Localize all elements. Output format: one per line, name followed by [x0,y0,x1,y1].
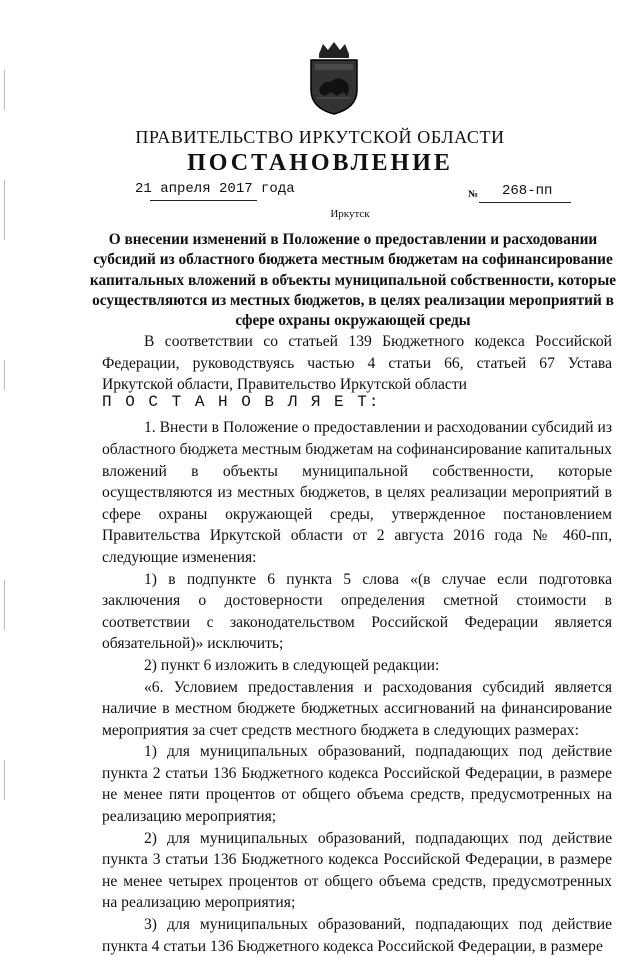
document-body [102,331,612,957]
paragraph-1: 1. Внести в Положение о предоставлении и расходовании субсидий из областного бюджета местным бюджетам на софинансирование капитальных вложений в объекты муниципальной собственности, которые осуществляются из местных бюджетов, в целях реализации мероприятий в сфере охраны окружающей среды, утвержденное постановлением Правительства Иркутской области от 2 августа 2016 года № 460-пп, следующие изменения: [102,419,612,566]
scan-margin-marks [3,60,7,880]
paragraph-1-2: 2) пункт 6 изложить в следующей редакции: [144,656,440,674]
document-number: 268-пп [502,183,553,199]
preamble-paragraph: В соответствии со статьей 139 Бюджетного кодекса Российской Федерации, руководствуясь частью 4 статьи 66, статьей 67 Устава Иркутской области, Правительство Иркутской области [102,333,612,394]
document-date: 21 апреля 2017 года [135,181,295,197]
city: Иркутск [330,208,370,220]
coat-of-arms-emblem [297,40,371,116]
paragraph-6-1: 1) для муниципальных образований, подпадающих под действие пункта 2 статьи 136 Бюджетного кодекса Российской Федерации, в размере не менее пяти процентов от общего объема средств, предусмотренных на реализацию мероприятия; [102,743,612,826]
paragraph-6-2: 2) для муниципальных образований, подпадающих под действие пункта 3 статьи 136 Бюджетного кодекса Российской Федерации, в размере не менее четырех процентов от общего объема средств, предусмотренных на реализацию мероприятия; [102,829,612,912]
paragraph-1-1: 1) в подпункте 6 пункта 5 слова «(в случае если подготовка заключения о достоверности определения сметной стоимости в соответствии с законодательством Российской Федерации является обязательной)» исключить; [102,570,612,653]
document-type-heading: ПОСТАНОВЛЕНИЕ [187,150,453,176]
date-underline [150,200,257,201]
government-name: ПРАВИТЕЛЬСТВО ИРКУТСКОЙ ОБЛАСТИ [135,127,505,147]
number-label: № [468,189,479,200]
document-title: О внесении изменений в Положение о предоставлении и расходовании субсидий из областного бюджета местным бюджетам на софинансирование капитальных вложений в объекты муниципальной собственности, которые осуществляются из местных бюджетов, в целях реализации мероприятий в сфере охраны окружающей среды [89,231,617,330]
decree-word: П О С Т А Н О В Л Я Е Т: [102,393,381,411]
number-underline [479,202,571,203]
paragraph-6: «6. Условием предоставления и расходования субсидий является наличие в местном бюджете бюджетных ассигнований на финансирование мероприятия за счет средств местного бюджета в следующих размерах: [102,678,612,739]
paragraph-6-3: 3) для муниципальных образований, подпадающих под действие пункта 4 статьи 136 Бюджетного кодекса Российской Федерации, в размере [102,916,612,955]
